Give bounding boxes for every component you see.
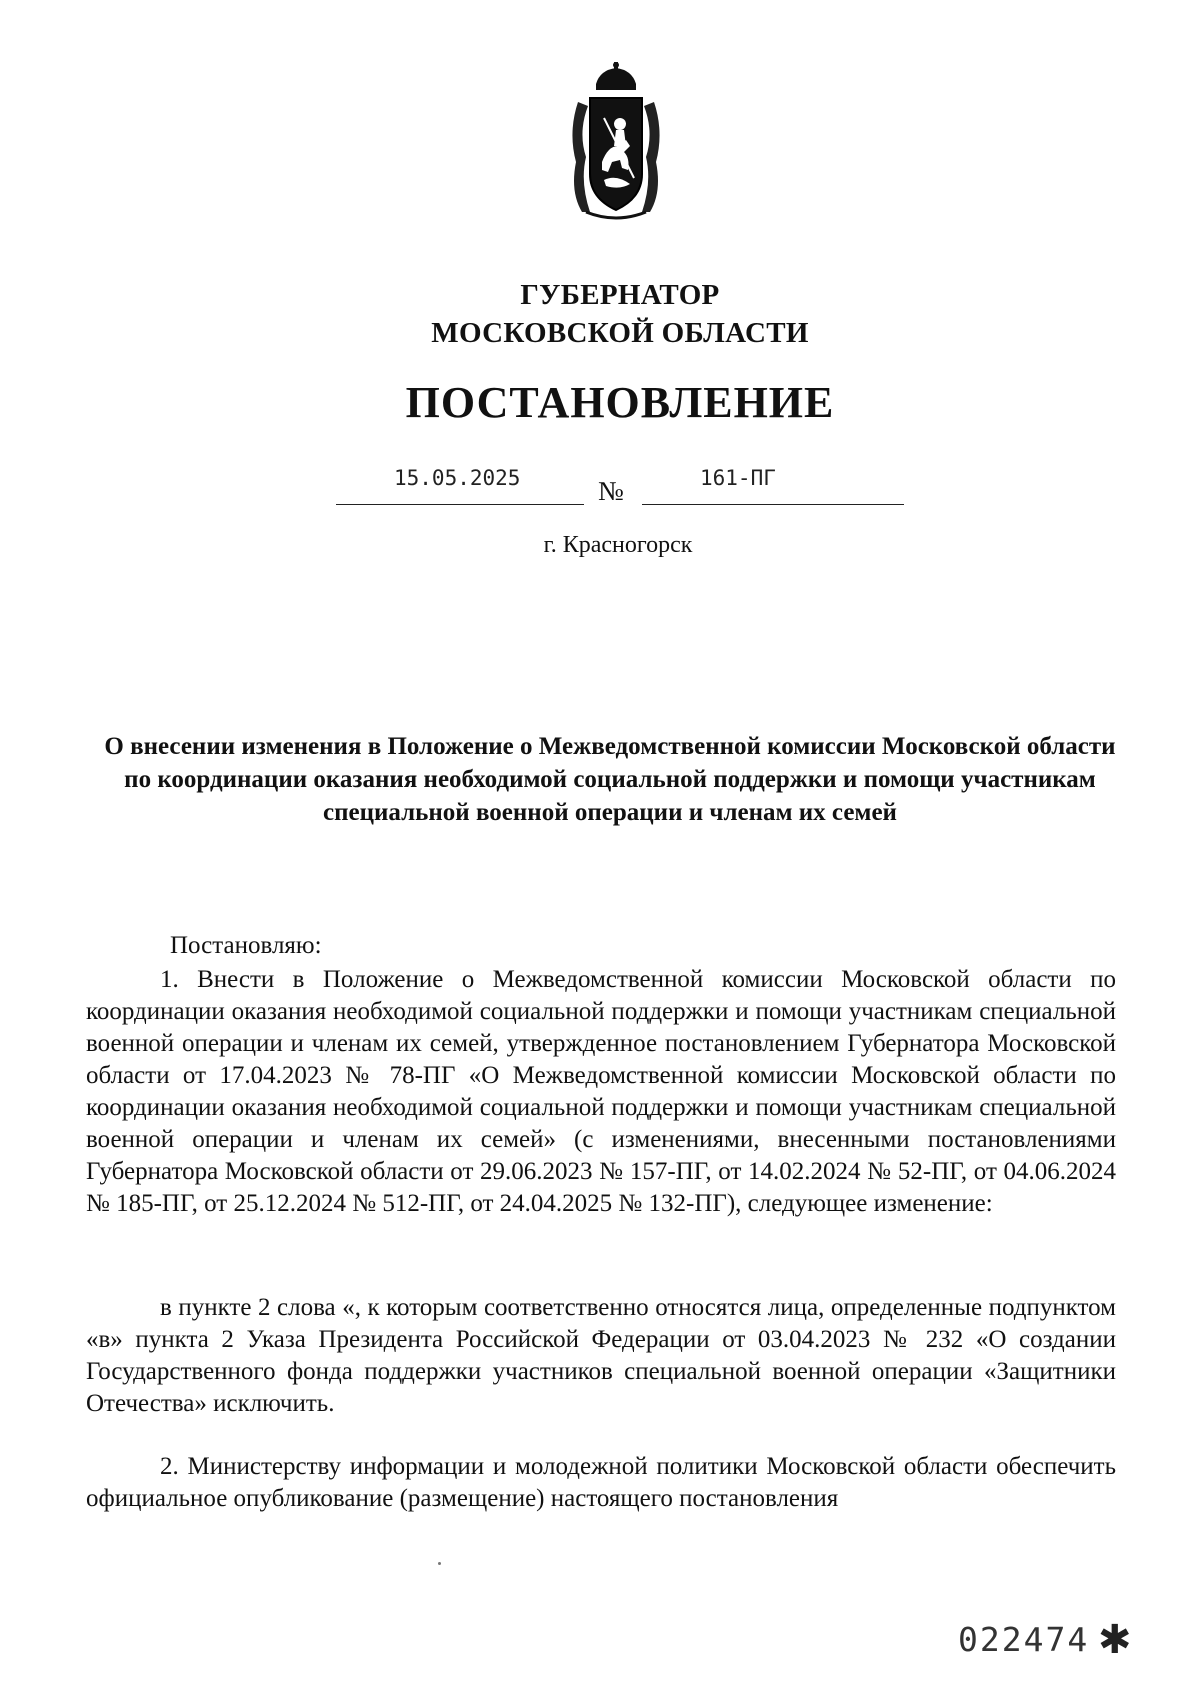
serial-asterisk-icon: ✱ <box>1098 1617 1132 1662</box>
paragraph-1-text: 1. Внести в Положение о Межведомственной комиссии Московской области по координации оказания необходимой социальной поддержки и помощи участникам специальной военной операции и членам их семей, утвержденное постановлением Губернатора Московской области от 17.04.2023 № 78-ПГ «О Межведомственной комиссии Московской области по координации оказания необходимой социальной поддержки и помощи участникам специальной военной операции и членам их семей» (с изменениями, внесенными постановлениями Губернатора Московской области от 29.06.2023 № 157-ПГ, от 14.02.2024 № 52-ПГ, от 04.06.2024 № 185-ПГ, от 25.12.2024 № 512-ПГ, от 24.04.2025 № 132-ПГ), следующее изменение: <box>86 966 1116 1217</box>
document-type: ПОСТАНОВЛЕНИЕ <box>405 378 835 427</box>
issuer-title <box>0 276 1200 352</box>
scan-artifact <box>438 1562 441 1565</box>
issuer-title-line1: ГУБЕРНАТОР <box>520 279 720 311</box>
issue-city: г. Красногорск <box>543 532 693 558</box>
paragraph-3 <box>86 1451 1116 1515</box>
registration-line <box>336 466 904 516</box>
issuer-title-line2: МОСКОВСКОЙ ОБЛАСТИ <box>431 317 809 349</box>
number-sign: № <box>598 476 624 506</box>
paragraph-2-text: в пункте 2 слова «, к которым соответственно относятся лица, определенные подпунктом «в» пункта 2 Указа Президента Российской Федерации от 03.04.2023 № 232 «О создании Государственного фонда поддержки участников специальной военной операции «Защитники Отечества» исключить. <box>86 1294 1116 1417</box>
number-underline <box>642 504 904 505</box>
form-serial-number: 022474 <box>958 1620 1090 1659</box>
date-underline <box>336 504 584 505</box>
document-subject: О внесении изменения в Положение о Межведомственной комиссии Московской области по координации оказания необходимой социальной поддержки и помощи участникам специальной военной операции и членам их семей <box>104 733 1116 826</box>
paragraph-2 <box>86 1292 1116 1420</box>
document-date: 15.05.2025 <box>394 466 521 490</box>
intro-text: Постановляю: <box>170 932 322 959</box>
paragraph-1 <box>86 964 1116 1220</box>
document-number: 161-ПГ <box>700 466 776 490</box>
coat-of-arms-icon <box>560 62 672 222</box>
paragraph-3-text: 2. Министерству информации и молодежной политики Московской области обеспечить официальное опубликование (размещение) настоящего постановления <box>86 1453 1116 1512</box>
